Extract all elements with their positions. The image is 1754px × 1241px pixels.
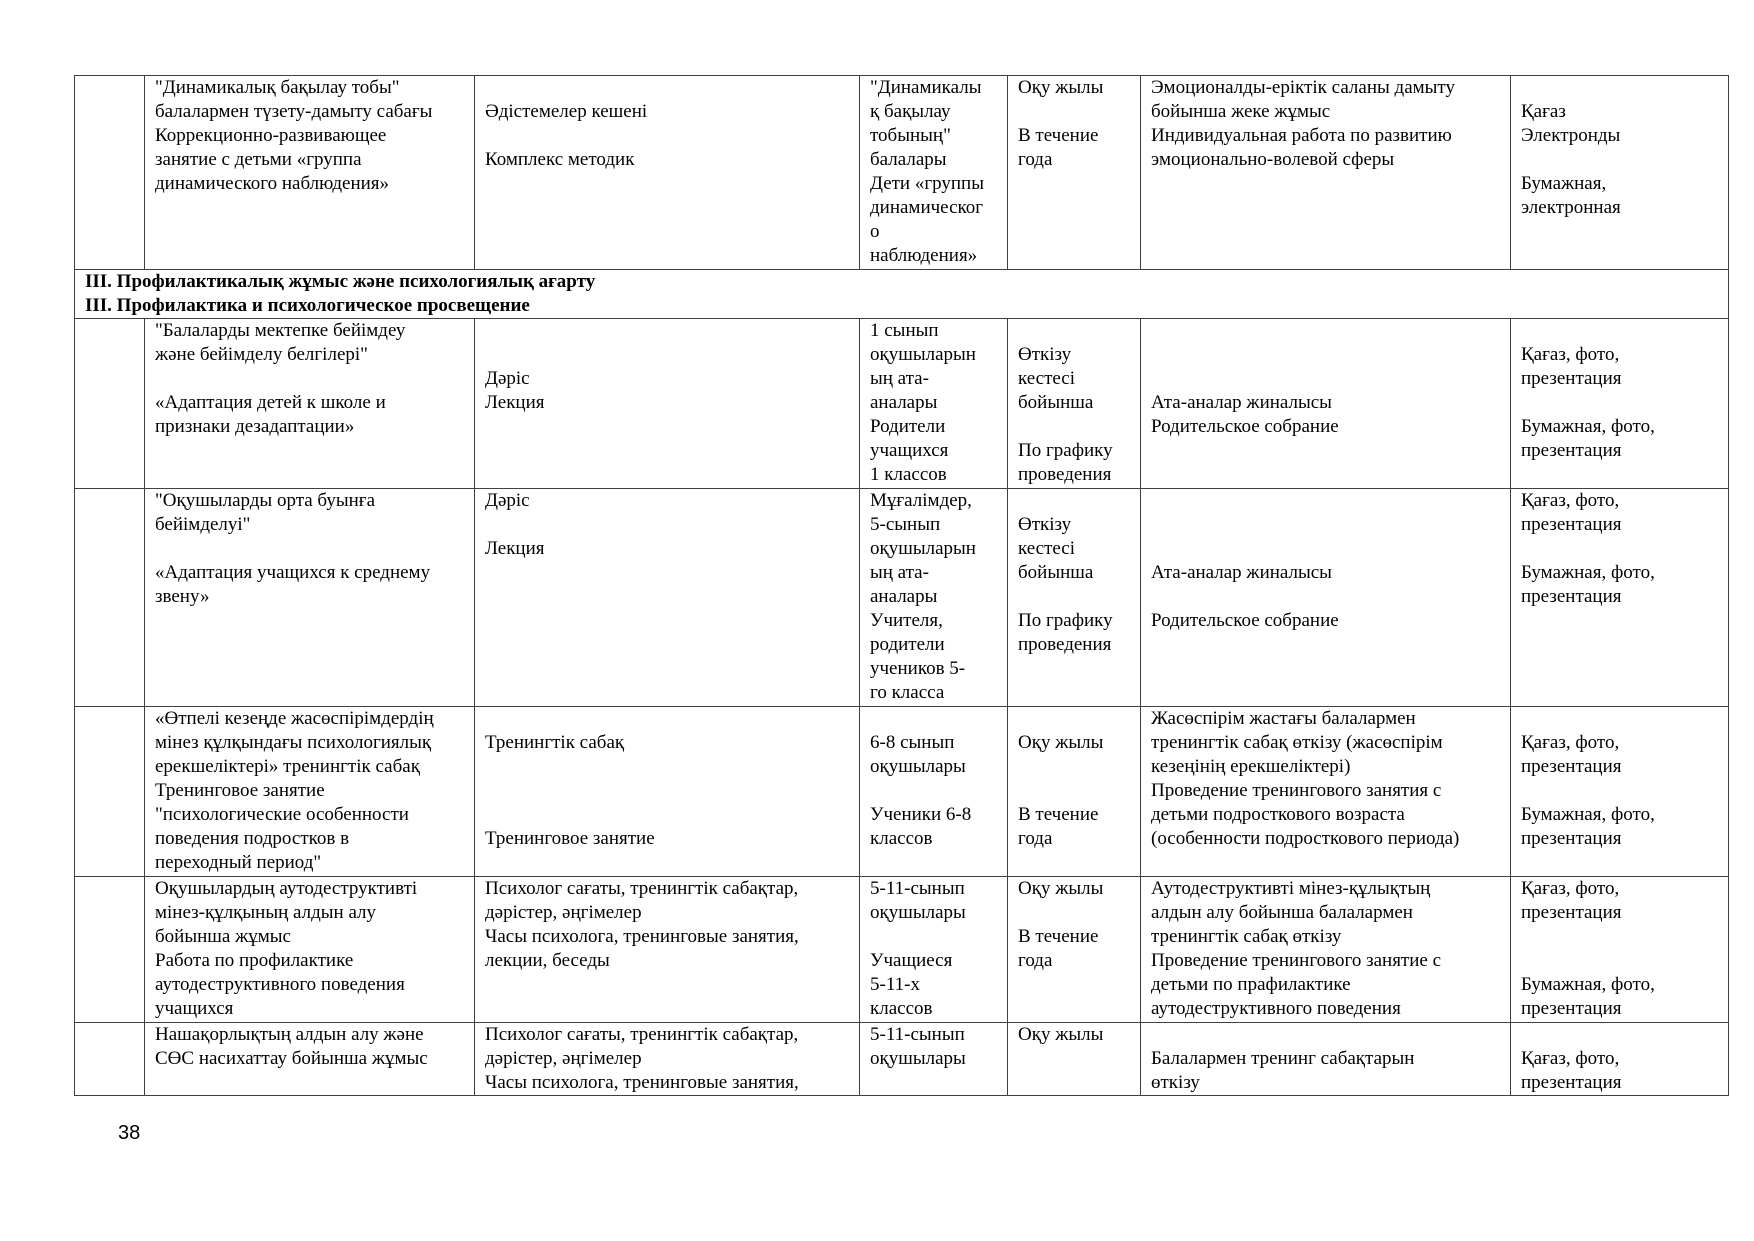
- topic-cell: "Балаларды мектепке бейімдеу және бейімделу белгілері" «Адаптация детей к школе и признаки дезадаптации»: [145, 319, 475, 489]
- timing-cell: Оқу жылы В течение года: [1008, 76, 1141, 270]
- participants-cell: "Динамикалы қ бақылау тобының" балалары Дети «группы динамическог о наблюдения»: [860, 76, 1008, 270]
- topic-cell: Нашақорлықтың алдын алу және СӨС насихаттау бойынша жұмыс: [145, 1023, 475, 1096]
- topic-cell: Оқушылардың аутодеструктивті мінез-құлқының алдын алу бойынша жұмыс Работа по профилактике аутодеструктивного поведения учащихся: [145, 877, 475, 1023]
- participants-cell: 5-11-сынып оқушылары: [860, 1023, 1008, 1096]
- report-cell: Қағаз, фото, презентация Бумажная, фото, презентация: [1511, 877, 1729, 1023]
- number-cell: [75, 877, 145, 1023]
- number-cell: [75, 707, 145, 877]
- form-cell: Психолог сағаты, тренингтік сабақтар, дәрістер, әңгімелер Часы психолога, тренинговые занятия, лекции, беседы: [475, 877, 860, 1023]
- section-title-kz: ІІІ. Профилактикалық жұмыс және психологиялық ағарту: [85, 271, 596, 292]
- table-row: [75, 1023, 1729, 1096]
- topic-cell: "Оқушыларды орта буынға бейімделуі" «Адаптация учащихся к среднему звену»: [145, 489, 475, 707]
- participants-cell: 1 сынып оқушыларын ың ата- аналары Родители учащихся 1 классов: [860, 319, 1008, 489]
- report-cell: Қағаз Электронды Бумажная, электронная: [1511, 76, 1729, 270]
- form-cell: Әдістемелер кешені Комплекс методик: [475, 76, 860, 270]
- outcome-cell: Балалармен тренинг сабақтарын өткізу: [1141, 1023, 1511, 1096]
- outcome-cell: Жасөспірім жастағы балалармен тренингтік сабақ өткізу (жасөспірім кезеңінің ерекшеліктері) Проведение тренингового занятия с детьми подросткового возраста (особенности подросткового периода): [1141, 707, 1511, 877]
- form-cell: Тренингтік сабақ Тренинговое занятие: [475, 707, 860, 877]
- table-row: [75, 489, 1729, 707]
- page-number: 38: [118, 1122, 141, 1144]
- timing-cell: Өткізу кестесі бойынша По графику проведения: [1008, 319, 1141, 489]
- participants-cell: Мұғалімдер, 5-сынып оқушыларын ың ата- аналары Учителя, родители учеников 5- го класса: [860, 489, 1008, 707]
- table-row: [75, 707, 1729, 877]
- section-header: [75, 270, 1729, 319]
- participants-cell: 5-11-сынып оқушылары Учащиеся 5-11-х классов: [860, 877, 1008, 1023]
- form-cell: Психолог сағаты, тренингтік сабақтар, дәрістер, әңгімелер Часы психолога, тренинговые занятия,: [475, 1023, 860, 1096]
- outcome-cell: Ата-аналар жиналысы Родительское собрание: [1141, 319, 1511, 489]
- outcome-cell: Аутодеструктивті мінез-құлықтың алдын алу бойынша балалармен тренингтік сабақ өткізу Проведение тренингового занятие с детьми по прафилактике аутодеструктивного поведения: [1141, 877, 1511, 1023]
- timing-cell: Оқу жылы: [1008, 1023, 1141, 1096]
- number-cell: [75, 319, 145, 489]
- topic-cell: "Динамикалық бақылау тобы" балалармен түзету-дамыту сабағы Коррекционно-развивающее занятие с детьми «группа динамического наблюдения»: [145, 76, 475, 270]
- table-row: [75, 877, 1729, 1023]
- participants-cell: 6-8 сынып оқушылары Ученики 6-8 классов: [860, 707, 1008, 877]
- report-cell: Қағаз, фото, презентация: [1511, 1023, 1729, 1096]
- section-header-row: [75, 270, 1729, 319]
- plan-table: [74, 75, 1729, 1096]
- timing-cell: Өткізу кестесі бойынша По графику проведения: [1008, 489, 1141, 707]
- number-cell: [75, 489, 145, 707]
- timing-cell: Оқу жылы В течение года: [1008, 877, 1141, 1023]
- report-cell: Қағаз, фото, презентация Бумажная, фото, презентация: [1511, 489, 1729, 707]
- outcome-cell: Ата-аналар жиналысы Родительское собрание: [1141, 489, 1511, 707]
- section-title-ru: ІІІ. Профилактика и психологическое просвещение: [85, 295, 530, 316]
- outcome-cell: Эмоционалды-еріктік саланы дамыту бойынша жеке жұмыс Индивидуальная работа по развитию эмоционально-волевой сферы: [1141, 76, 1511, 270]
- table-row: [75, 319, 1729, 489]
- number-cell: [75, 1023, 145, 1096]
- number-cell: [75, 76, 145, 270]
- table-row: [75, 76, 1729, 270]
- report-cell: Қағаз, фото, презентация Бумажная, фото, презентация: [1511, 319, 1729, 489]
- report-cell: Қағаз, фото, презентация Бумажная, фото, презентация: [1511, 707, 1729, 877]
- topic-cell: «Өтпелі кезеңде жасөспірімдердің мінез құлқындағы психологиялық ерекшеліктері» тренингтік сабақ Тренинговое занятие "психологические особенности поведения подростков в переходный период": [145, 707, 475, 877]
- form-cell: Дәріс Лекция: [475, 319, 860, 489]
- form-cell: Дәріс Лекция: [475, 489, 860, 707]
- timing-cell: Оқу жылы В течение года: [1008, 707, 1141, 877]
